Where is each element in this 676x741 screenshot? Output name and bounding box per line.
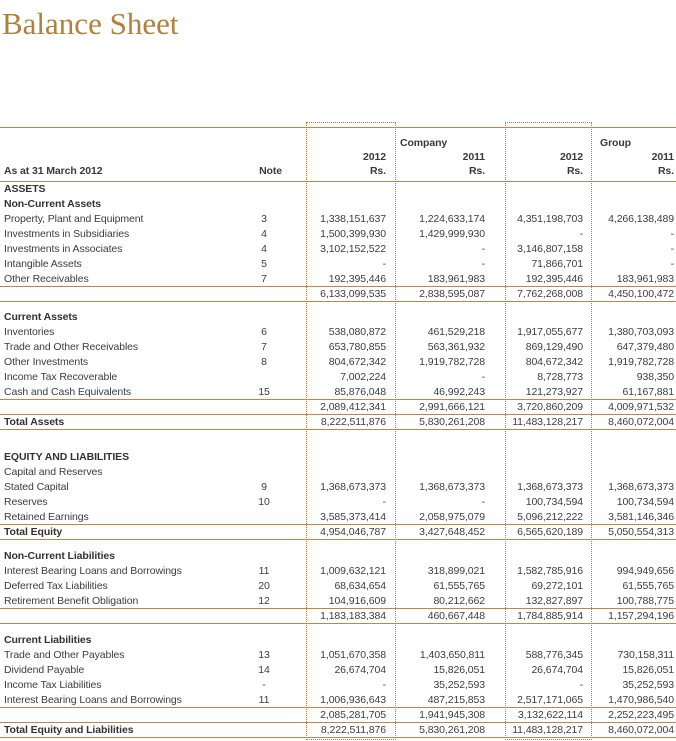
group-2012-value-cell: 3,146,807,158: [517, 243, 583, 255]
table-row: [0, 663, 676, 678]
note-cell: [244, 633, 284, 648]
group-2011-value-cell: 8,460,072,004: [608, 724, 674, 736]
company-2011-value-cell: 46,992,243: [433, 386, 485, 398]
total-row: [0, 525, 676, 540]
row-label: Income Tax Recoverable: [4, 371, 118, 383]
group-2012-value-cell: 132,827,897: [525, 595, 583, 607]
company-2012-value-cell: 2,085,281,705: [320, 709, 386, 721]
company-2011-value-cell: 1,368,673,373: [419, 481, 485, 493]
group-2011-value-cell: 938,350: [636, 371, 674, 383]
row-label: Deferred Tax Liabilities: [4, 580, 108, 592]
table-row: [0, 693, 676, 708]
note-cell: 20: [258, 580, 270, 592]
group-2012-value-cell: 192,395,446: [525, 273, 583, 285]
row-spacer: [0, 624, 676, 633]
table-row: [0, 480, 676, 495]
company-2011-value-cell: 487,215,853: [427, 694, 485, 706]
row-label: Cash and Cash Equivalents: [4, 386, 132, 398]
group-2011-value-cell: 100,788,775: [616, 595, 674, 607]
group-2012-year-label: 2012: [560, 151, 583, 163]
header-company-2011-column: [394, 136, 505, 181]
row-spacer: [0, 540, 676, 549]
header-as-at-column: [0, 164, 244, 181]
row-label: Inventories: [4, 326, 55, 338]
company-2011-value-cell: [394, 182, 505, 197]
note-cell: 13: [258, 649, 270, 661]
company-2012-value-cell: 538,080,872: [328, 326, 386, 338]
company-2011-value-cell: 183,961,983: [427, 273, 485, 285]
subtotal-row: [0, 609, 676, 624]
company-2011-year-label: 2011: [462, 151, 485, 163]
note-cell: 15: [258, 386, 270, 398]
group-2011-value-cell: 15,826,051: [622, 664, 674, 676]
company-2012-value-cell: 2,089,412,341: [320, 401, 386, 413]
company-2012-value-cell: 1,368,673,373: [320, 481, 386, 493]
row-label: Retirement Benefit Obligation: [4, 595, 139, 607]
group-2012-value-cell: 1,582,785,916: [517, 565, 583, 577]
company-2011-value-cell: 2,838,595,087: [419, 288, 485, 300]
company-2011-value-cell: 563,361,932: [427, 341, 485, 353]
row-label: Investments in Associates: [4, 243, 123, 255]
company-2012-value-cell: 6,133,099,535: [320, 288, 386, 300]
group-2012-value-cell: 6,565,620,189: [517, 526, 583, 538]
group-2012-value-cell: 1,368,673,373: [517, 481, 583, 493]
group-group-label: Group: [600, 137, 631, 149]
company-2012-currency-label: Rs.: [369, 165, 386, 177]
group-2011-value-cell: -: [670, 228, 674, 240]
company-2011-value-cell: 1,919,782,728: [419, 356, 485, 368]
group-2011-value-cell: 8,460,072,004: [608, 416, 674, 428]
company-2011-value-cell: -: [481, 371, 485, 383]
row-label: Total Assets: [4, 416, 65, 428]
row-label: Non-Current Liabilities: [4, 550, 115, 562]
company-2012-value-cell: [306, 450, 394, 465]
note-cell: 4: [261, 243, 267, 255]
group-2012-value-cell: -: [579, 679, 583, 691]
table-row: [0, 678, 676, 693]
note-cell: [244, 723, 284, 737]
row-label: Interest Bearing Loans and Borrowings: [4, 565, 182, 577]
header-group-2011-column: [590, 136, 676, 181]
note-cell: -: [262, 679, 266, 691]
company-2012-value-cell: 1,338,151,637: [320, 213, 386, 225]
note-cell: [244, 510, 284, 524]
company-2012-value-cell: [306, 633, 394, 648]
row-label: Reserves: [4, 496, 48, 508]
company-2012-value-cell: [306, 465, 394, 480]
row-label: Total Equity and Liabilities: [4, 724, 134, 736]
group-2011-value-cell: [590, 310, 676, 325]
section-header-row: [0, 549, 676, 564]
subtotal-row: [0, 400, 676, 415]
group-2011-value-cell: 4,450,100,472: [608, 288, 674, 300]
note-column-label: Note: [259, 165, 282, 177]
header-note-column: [244, 164, 284, 181]
group-2012-value-cell: [505, 310, 590, 325]
group-2012-value-cell: 69,272,101: [531, 580, 583, 592]
note-cell: [244, 609, 284, 623]
section-header-row: [0, 633, 676, 648]
group-2011-year-label: 2011: [651, 151, 674, 163]
note-cell: [244, 465, 284, 480]
row-label: Dividend Payable: [4, 664, 85, 676]
group-2012-value-cell: 1,784,885,914: [517, 610, 583, 622]
group-2011-value-cell: 1,157,294,196: [608, 610, 674, 622]
section-header-row: [0, 197, 676, 212]
group-2012-value-cell: 11,483,128,217: [512, 724, 583, 736]
company-2011-value-cell: 1,403,650,811: [419, 649, 485, 661]
table-row: [0, 495, 676, 510]
company-2012-value-cell: -: [382, 496, 386, 508]
row-spacer: [0, 302, 676, 310]
company-2011-value-cell: 5,830,261,208: [419, 724, 485, 736]
row-label: Trade and Other Receivables: [4, 341, 139, 353]
row-label: Total Equity: [4, 526, 63, 538]
row-label: EQUITY AND LIABILITIES: [4, 451, 129, 463]
company-2011-value-cell: [394, 310, 505, 325]
company-2011-value-cell: 1,941,945,308: [419, 709, 485, 721]
group-2012-value-cell: 4,351,198,703: [517, 213, 583, 225]
company-2012-value-cell: [306, 549, 394, 564]
company-2011-value-cell: -: [481, 243, 485, 255]
row-label: Capital and Reserves: [4, 466, 103, 478]
company-2011-value-cell: 461,529,218: [427, 326, 485, 338]
section-header-row: [0, 182, 676, 197]
note-cell: 11: [258, 694, 270, 706]
group-2011-value-cell: -: [670, 258, 674, 270]
table-row: [0, 648, 676, 663]
company-2011-value-cell: 3,427,648,452: [419, 526, 485, 538]
group-2011-value-cell: 61,555,765: [622, 580, 674, 592]
table-row: [0, 325, 676, 340]
group-2011-value-cell: 647,379,480: [616, 341, 674, 353]
note-cell: [244, 182, 284, 197]
group-2011-value-cell: [590, 633, 676, 648]
table-row: [0, 385, 676, 400]
group-2011-value-cell: 1,368,673,373: [608, 481, 674, 493]
group-2012-currency-label: Rs.: [566, 165, 583, 177]
row-label: [0, 287, 244, 301]
row-spacer: [0, 430, 676, 450]
group-2011-value-cell: 4,266,138,489: [608, 213, 674, 225]
group-2011-value-cell: 5,050,554,313: [608, 526, 674, 538]
company-2012-value-cell: 1,006,936,643: [320, 694, 386, 706]
note-cell: 6: [261, 326, 267, 338]
company-2012-value-cell: 8,222,511,876: [320, 724, 386, 736]
group-2012-value-cell: [505, 633, 590, 648]
company-2012-value-cell: 1,500,399,930: [320, 228, 386, 240]
company-2011-value-cell: [394, 549, 505, 564]
row-label: Retained Earnings: [4, 511, 89, 523]
note-cell: [244, 310, 284, 325]
company-2011-value-cell: 318,899,021: [427, 565, 485, 577]
row-label: [0, 400, 244, 414]
group-2012-value-cell: 1,917,055,677: [517, 326, 583, 338]
company-2012-value-cell: 3,585,373,414: [320, 511, 386, 523]
row-label: Other Investments: [4, 356, 89, 368]
table-body: [0, 182, 676, 738]
company-2011-value-cell: 1,224,633,174: [419, 213, 485, 225]
table-row: [0, 564, 676, 579]
group-2011-value-cell: [590, 549, 676, 564]
company-2012-value-cell: 85,876,048: [334, 386, 386, 398]
row-label: Current Assets: [4, 311, 78, 323]
row-label: Intangible Assets: [4, 258, 82, 270]
company-2011-value-cell: 15,826,051: [433, 664, 485, 676]
company-2011-value-cell: 61,555,765: [433, 580, 485, 592]
group-2012-value-cell: 7,762,268,008: [517, 288, 583, 300]
row-label: [0, 708, 244, 722]
group-2011-value-cell: 2,252,223,495: [608, 709, 674, 721]
group-2011-value-cell: 100,734,594: [616, 496, 674, 508]
group-2012-value-cell: 121,273,927: [525, 386, 583, 398]
table-row: [0, 340, 676, 355]
group-2012-value-cell: 5,096,212,222: [517, 511, 583, 523]
group-2011-value-cell: [590, 450, 676, 465]
company-2011-value-cell: 2,991,666,121: [419, 401, 485, 413]
note-cell: [244, 708, 284, 722]
group-2011-value-cell: 3,581,146,346: [608, 511, 674, 523]
balance-sheet-table: [0, 127, 676, 738]
subtotal-row: [0, 708, 676, 723]
note-cell: 4: [261, 228, 267, 240]
company-2012-value-cell: -: [382, 679, 386, 691]
table-row: [0, 579, 676, 594]
table-row: [0, 212, 676, 227]
table-row: [0, 242, 676, 257]
note-cell: [244, 370, 284, 385]
company-2011-value-cell: 2,058,975,079: [419, 511, 485, 523]
company-2012-value-cell: [306, 182, 394, 197]
company-2011-value-cell: [394, 633, 505, 648]
group-2011-value-cell: 1,919,782,728: [608, 356, 674, 368]
group-2011-value-cell: [590, 182, 676, 197]
company-2012-value-cell: [306, 310, 394, 325]
table-row: [0, 594, 676, 609]
group-2011-value-cell: 35,252,593: [622, 679, 674, 691]
company-2012-value-cell: 804,672,342: [328, 356, 386, 368]
company-2012-value-cell: 1,051,670,358: [320, 649, 386, 661]
company-2011-value-cell: 5,830,261,208: [419, 416, 485, 428]
company-2012-value-cell: 192,395,446: [328, 273, 386, 285]
group-2012-value-cell: 26,674,704: [531, 664, 583, 676]
note-cell: [244, 287, 284, 301]
note-cell: [244, 525, 284, 539]
company-2012-value-cell: 104,916,609: [328, 595, 386, 607]
note-cell: 7: [261, 273, 267, 285]
company-2011-value-cell: [394, 450, 505, 465]
company-2011-value-cell: -: [481, 496, 485, 508]
company-2012-value-cell: 7,002,224: [340, 371, 386, 383]
note-cell: 7: [261, 341, 267, 353]
table-row: [0, 227, 676, 242]
row-label: Interest Bearing Loans and Borrowings: [4, 694, 182, 706]
header-group-2012-column: [505, 150, 590, 181]
row-label: ASSETS: [4, 183, 46, 195]
company-2012-value-cell: 68,634,654: [334, 580, 386, 592]
section-header-row: [0, 450, 676, 465]
group-2011-value-cell: 183,961,983: [616, 273, 674, 285]
company-2012-value-cell: 1,009,632,121: [320, 565, 386, 577]
note-cell: [244, 415, 284, 429]
company-2011-currency-label: Rs.: [468, 165, 485, 177]
note-cell: [244, 197, 284, 212]
row-label: Investments in Subsidiaries: [4, 228, 130, 240]
note-cell: [244, 450, 284, 465]
note-cell: 14: [258, 664, 270, 676]
note-cell: 11: [258, 565, 270, 577]
company-2012-year-label: 2012: [363, 151, 386, 163]
group-2011-value-cell: -: [670, 243, 674, 255]
page-title: Balance Sheet: [2, 6, 179, 41]
group-2012-value-cell: 11,483,128,217: [512, 416, 583, 428]
section-header-row: [0, 465, 676, 480]
group-2012-value-cell: 869,129,490: [525, 341, 583, 353]
row-label: [0, 609, 244, 623]
company-2011-value-cell: 460,667,448: [427, 610, 485, 622]
group-2012-value-cell: 804,672,342: [525, 356, 583, 368]
table-row: [0, 370, 676, 385]
row-label: Non-Current Assets: [4, 198, 101, 210]
company-2011-value-cell: [394, 465, 505, 480]
subtotal-row: [0, 287, 676, 302]
group-2012-value-cell: 2,517,171,065: [517, 694, 583, 706]
company-group-label: Company: [400, 137, 448, 149]
company-2012-value-cell: 26,674,704: [334, 664, 386, 676]
group-2012-value-cell: 100,734,594: [525, 496, 583, 508]
group-2012-value-cell: 3,132,622,114: [517, 709, 583, 721]
group-2011-value-cell: 1,380,703,093: [608, 326, 674, 338]
row-label: Current Liabilities: [4, 634, 92, 646]
group-2012-value-cell: 588,776,345: [525, 649, 583, 661]
group-2012-value-cell: 3,720,860,209: [517, 401, 583, 413]
group-2011-value-cell: 730,158,311: [617, 649, 674, 661]
company-2012-value-cell: -: [382, 258, 386, 270]
company-2012-value-cell: 8,222,511,876: [320, 416, 386, 428]
group-2011-value-cell: 1,470,986,540: [608, 694, 674, 706]
row-label: Income Tax Liabilities: [4, 679, 102, 691]
group-2012-value-cell: [505, 182, 590, 197]
company-2012-value-cell: 3,102,152,522: [320, 243, 386, 255]
table-header-row: [0, 127, 676, 182]
total-row: [0, 415, 676, 430]
group-2011-value-cell: 61,167,881: [622, 386, 674, 398]
table-row: [0, 510, 676, 525]
note-cell: 5: [261, 258, 267, 270]
table-row: [0, 272, 676, 287]
company-2011-value-cell: 80,212,662: [433, 595, 485, 607]
as-at-label: As at 31 March 2012: [4, 165, 103, 177]
table-row: [0, 355, 676, 370]
group-2012-value-cell: [505, 549, 590, 564]
company-2012-value-cell: [306, 197, 394, 212]
section-header-row: [0, 310, 676, 325]
note-cell: 3: [261, 213, 267, 225]
group-2011-value-cell: [590, 465, 676, 480]
table-row: [0, 257, 676, 272]
company-2011-value-cell: [394, 197, 505, 212]
company-2011-value-cell: -: [481, 258, 485, 270]
note-cell: [244, 400, 284, 414]
note-cell: 9: [261, 481, 267, 493]
note-cell: 12: [258, 595, 270, 607]
group-2012-value-cell: [505, 465, 590, 480]
note-cell: 10: [258, 496, 270, 508]
row-label: Property, Plant and Equipment: [4, 213, 144, 225]
row-label: Trade and Other Payables: [4, 649, 125, 661]
group-2011-value-cell: 4,009,971,532: [608, 401, 674, 413]
group-2011-currency-label: Rs.: [657, 165, 674, 177]
group-2012-value-cell: [505, 450, 590, 465]
company-2012-value-cell: 4,954,046,787: [320, 526, 386, 538]
row-label: Stated Capital: [4, 481, 69, 493]
note-cell: 8: [261, 356, 267, 368]
total-row: [0, 723, 676, 738]
group-2012-value-cell: [505, 197, 590, 212]
row-label: Other Receivables: [4, 273, 89, 285]
group-2012-value-cell: 71,866,701: [531, 258, 583, 270]
group-2011-value-cell: 994,949,656: [616, 565, 674, 577]
group-2012-value-cell: -: [579, 228, 583, 240]
header-company-2012-column: [306, 150, 394, 181]
note-cell: [244, 549, 284, 564]
company-2011-value-cell: 1,429,999,930: [419, 228, 485, 240]
company-2012-value-cell: 1,183,183,384: [320, 610, 386, 622]
group-2012-value-cell: 8,728,773: [537, 371, 583, 383]
company-2012-value-cell: 653,780,855: [328, 341, 386, 353]
group-2011-value-cell: [590, 197, 676, 212]
company-2011-value-cell: 35,252,593: [433, 679, 485, 691]
